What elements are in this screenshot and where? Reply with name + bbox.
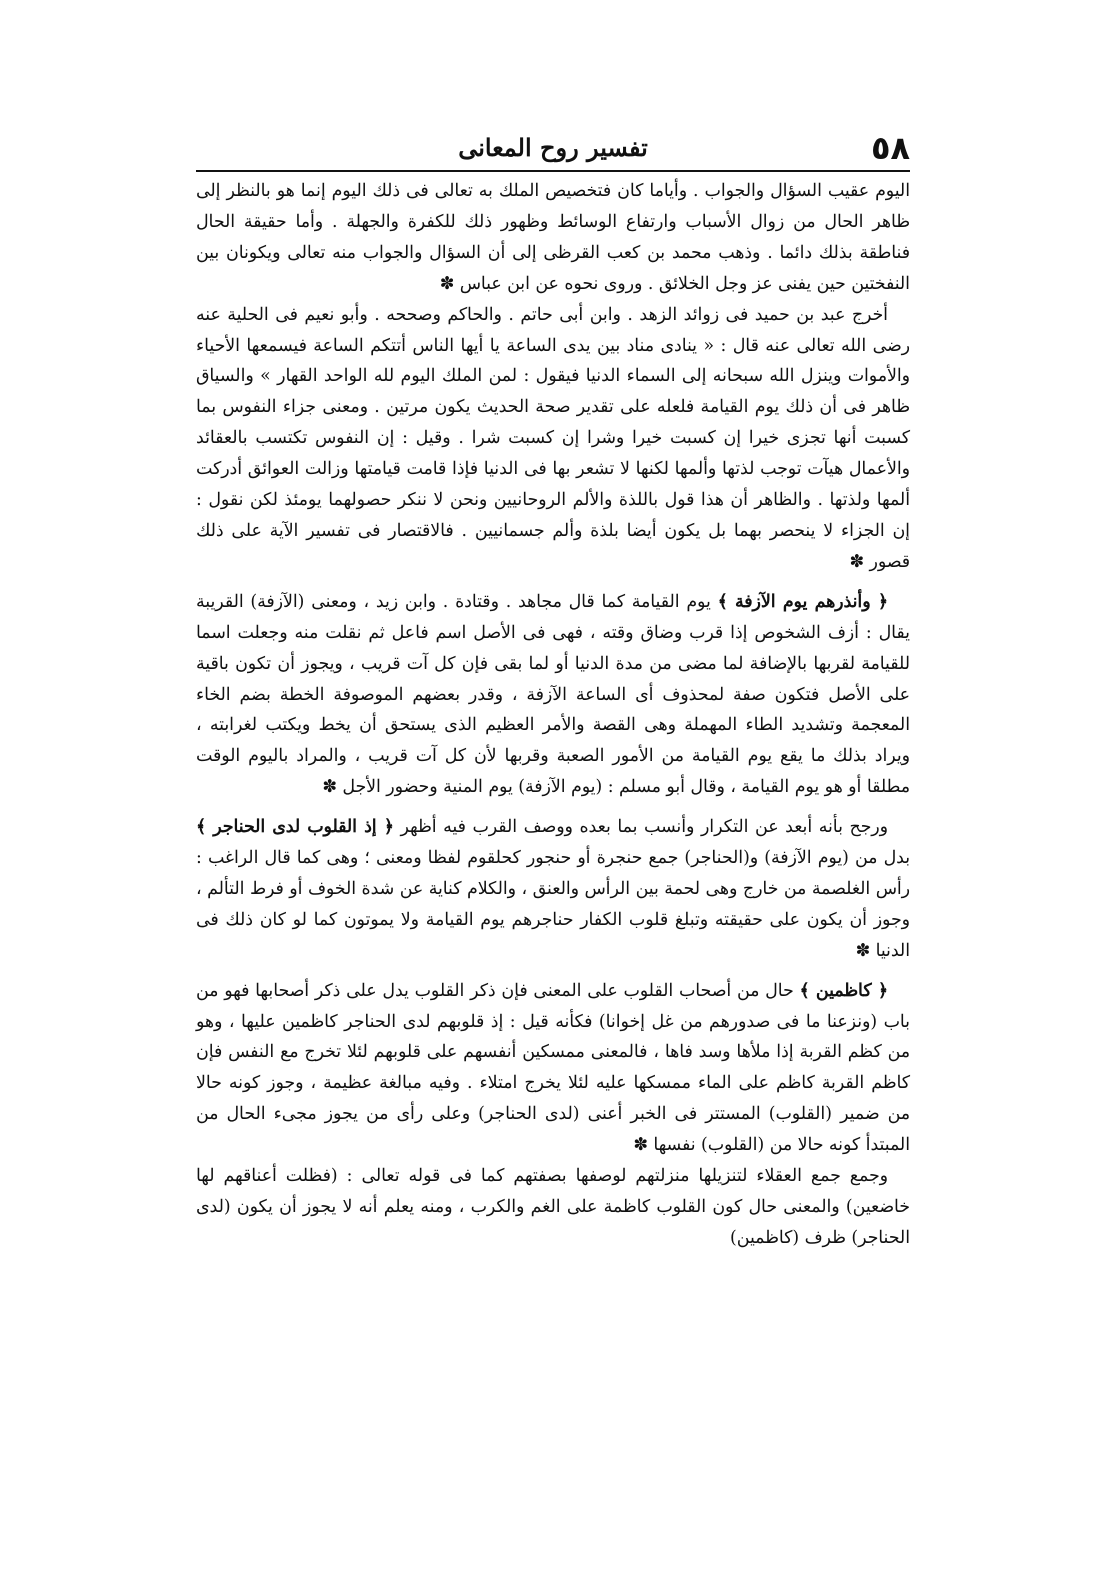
paragraph-text: وجمع جمع العقلاء لتنزيلها منزلتهم لوصفها بصفتهم كما فى قوله تعالى : (فظلت أعناقهم لها خاضعين) والمعنى حال كون القلوب كاظمة على الغم والكرب ، ومنه يعلم أنه لا يجوز أن يكون (لدى الحناجر) ظرف (كاظمين) [196, 1166, 910, 1248]
paragraph-text: اليوم عقيب السؤال والجواب . وأياما كان فتخصيص الملك به تعالى فى ذلك اليوم إنما هو بالنظر إلى ظاهر الحال من زوال الأسباب وارتفاع الوسائط وظهور ذلك للكفرة والجهلة . وأما حقيقة الحال فناطقة بذلك دائما . وذهب محمد بن كعب القرظى إلى أن السؤال والجواب منه تعالى ويكونان بين النفختين حين يفنى عز وجل الخلائق . وروى نحوه عن ابن عباس ✽ [196, 181, 910, 294]
page-header [196, 128, 910, 170]
paragraph-text: يوم القيامة كما قال مجاهد . وقتادة . وابن زيد ، ومعنى (الآزفة) القريبة يقال : أزف الشخوص إذا قرب وضاق وقته ، فهى فى الأصل اسم فاعل ثم نقلت منه وجعلت اسما للقيامة لقربها بالإضافة لما مضى من مدة الدنيا أو لما بقى فإن كل آت قريب ، ويجوز أن تكون باقية على الأصل فتكون صفة لمحذوف أى الساعة الآزفة ، وقدر بعضهم الموصوفة الخطة بضم الخاء المعجمة وتشديد الطاء المهملة وهى القصة والأمر العظيم الذى يستحق أن يخط ويكتب لغرابته ، ويراد بذلك ما يقع يوم القيامة من الأمور الصعبة وقربها لأن كل آت قريب ، والمراد باليوم الوقت مطلقا أو هو يوم القيامة ، وقال أبو مسلم : (يوم الآزفة) يوم المنية وحضور الأجل ✽ [196, 591, 910, 798]
header-rule [196, 170, 910, 172]
quranic-verse: ﴿ إذ القلوب لدى الحناجر ﴾ [196, 817, 394, 838]
page-number: ٥٨ [870, 129, 910, 167]
paragraph-text: أخرج عبد بن حميد فى زوائد الزهد . وابن أبى حاتم . والحاكم وصححه . وأبو نعيم فى الحلية عنه رضى الله تعالى عنه قال : « ينادى مناد بين يدى الساعة يا أيها الناس أتتكم الساعة فيسمعها الأحياء والأموات وينزل الله سبحانه إلى السماء الدنيا فيقول : لمن الملك اليوم لله الواحد القهار » والسياق ظاهر فى أن ذلك يوم القيامة فلعله على تقدير صحة الحديث يكون مرتين . ومعنى جزاء النفوس بما كسبت أنها تجزى خيرا إن كسبت خيرا وشرا إن كسبت شرا . وقيل : إن النفوس تكتسب بالعقائد والأعمال هيآت توجب لذتها وألمها لكنها لا تشعر بها فى الدنيا فإذا قامت قيامتها وزالت العوائق أدركت ألمها ولذتها . والظاهر أن هذا قول باللذة والألم الروحانيين ونحن لا ننكر حصولهما يومئذ لكن نقول : إن الجزاء لا ينحصر بهما بل يكون أيضا بلذة وألم جسمانيين . فالاقتصار فى تفسير الآية على ذلك قصور ✽ [196, 304, 910, 572]
paragraph-text: ورجح بأنه أبعد عن التكرار وأنسب بما بعده ووصف القرب فيه أظهر [393, 817, 889, 838]
paragraph-5 [196, 976, 910, 1161]
paragraph-3 [196, 587, 910, 803]
running-title: تفسير روح المعانى [458, 133, 648, 162]
quranic-verse: ﴿ كاظمين ﴾ [799, 980, 888, 1001]
paragraph-text: حال من أصحاب القلوب على المعنى فإن ذكر القلوب يدل على ذكر أصحابها فهو من باب (ونزعنا ما فى صدورهم من غل إخوانا) فكأنه قيل : إذ قلوبهم لدى الحناجر كاظمين عليها ، وهو من كظم القربة إذا ملأها وسد فاها ، فالمعنى ممسكين أنفسهم على قلوبهم لئلا تخرج مع النفس فإن كاظم القربة كاظم على الماء ممسكها عليه لئلا يخرج امتلاء . وفيه مبالغة عظيمة ، وجوز كونه حالا من ضمير (القلوب) المستتر فى الخبر أعنى (لدى الحناجر) وعلى رأى من يجوز مجىء الحال من المبتدأ كونه حالا من (القلوب) نفسها ✽ [196, 980, 910, 1156]
paragraph-6 [196, 1161, 910, 1254]
paragraph-2 [196, 300, 910, 578]
paragraph-1 [196, 176, 910, 300]
paragraph-text-continued: بدل من (يوم الآزفة) و(الحناجر) جمع حنجرة أو حنجور كحلقوم لفظا ومعنى ؛ وهى كما قال الراغب : رأس الغلصمة من خارج وهى لحمة بين الرأس والعنق ، والكلام كناية عن شدة الخوف أو فرط التألم ، وجوز أن يكون على حقيقته وتبلغ قلوب الكفار حناجرهم يوم القيامة ولا يموتون كما لو كان ذلك فى الدنيا ✽ [196, 848, 910, 961]
quranic-verse: ﴿ وأنذرهم يوم الآزفة ﴾ [717, 591, 888, 612]
body-text [196, 176, 910, 1254]
paragraph-4 [196, 812, 910, 967]
